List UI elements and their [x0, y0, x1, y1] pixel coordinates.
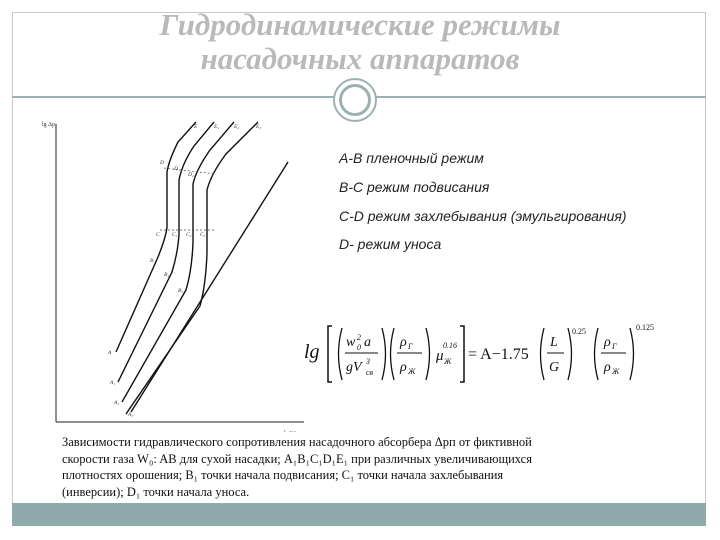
svg-text:ρ: ρ	[400, 335, 407, 350]
title-line-1: Гидродинамические режимы	[159, 7, 561, 42]
caption-line-4: (инверсии); D₁ точки начала уноса.	[62, 484, 250, 499]
divider-ring-icon	[333, 78, 377, 122]
svg-text:ρ: ρ	[400, 360, 407, 375]
label-a1: A₁	[110, 380, 116, 386]
legend-film-regime: А-В пленочный режим	[339, 150, 484, 166]
svg-text:μ: μ	[436, 348, 444, 364]
legend-entrainment-regime: D- режим уноса	[339, 236, 442, 252]
label-b2: B₂	[178, 288, 184, 294]
footer-bar	[12, 503, 706, 526]
legend-flooding-regime: С-D режим захлебывания (эмульгирования)	[339, 208, 627, 224]
curve-4	[126, 122, 258, 414]
formula-lg: lg	[304, 341, 320, 363]
flooding-formula	[302, 318, 672, 390]
formula-exp-rho: 0.125	[636, 323, 654, 332]
label-d1: D₁	[174, 166, 180, 172]
y-axis-label: lg Δp	[42, 122, 56, 128]
label-b1: B₁	[164, 272, 170, 278]
curve-3	[122, 122, 234, 402]
svg-text:св: св	[366, 368, 374, 377]
title-line-2: насадочных аппаратов	[200, 41, 520, 76]
svg-text:0: 0	[357, 343, 361, 352]
svg-text:a: a	[364, 335, 371, 350]
svg-text:Ж: Ж	[408, 367, 416, 376]
label-c1: C₁	[172, 232, 178, 238]
label-e1: E₁	[214, 124, 220, 130]
label-e: E	[194, 124, 198, 130]
svg-text:L: L	[550, 335, 558, 350]
label-a2: A₂	[114, 400, 120, 406]
label-e3: E₃	[256, 124, 262, 130]
svg-text:2: 2	[357, 333, 361, 342]
x-axis-label	[284, 431, 298, 432]
svg-text:G: G	[549, 360, 560, 375]
figure-caption	[62, 434, 622, 500]
pressure-drop-graph	[36, 112, 306, 432]
caption-line-1: Зависимости гидравлического сопротивления насадочного абсорбера Δpп от фиктивной	[62, 435, 532, 449]
label-a: A	[108, 350, 112, 356]
label-d: D	[160, 160, 164, 166]
svg-text:ρ: ρ	[604, 360, 611, 375]
label-e2: E₂	[234, 124, 240, 130]
label-d2: D₂	[188, 172, 194, 178]
label-c: C	[156, 232, 160, 238]
svg-text:ρ: ρ	[604, 335, 611, 350]
legend-suspension-regime: В-С режим подвисания	[339, 179, 490, 195]
svg-text:Г: Г	[612, 342, 617, 351]
label-b: B	[150, 258, 154, 264]
formula-exp-lg: 0.25	[572, 327, 586, 336]
svg-text:Г: Г	[408, 342, 413, 351]
label-c3: C₃	[200, 232, 206, 238]
caption-line-3: плотностях орошения; B₁ точки начала подвисания; C₁ точки начала захлебывания	[62, 468, 504, 482]
formula-exp-mu: 0.16	[443, 341, 457, 350]
svg-text:w: w	[346, 335, 356, 350]
svg-text:3: 3	[366, 357, 370, 366]
svg-text:gV: gV	[346, 360, 362, 375]
formula-rhs: = A−1.75	[468, 346, 529, 363]
label-c2: C₂	[186, 232, 192, 238]
svg-text:Ж: Ж	[444, 357, 452, 366]
label-a3: A₃	[128, 412, 134, 418]
slide-title	[100, 8, 620, 76]
svg-text:Ж: Ж	[612, 367, 620, 376]
caption-line-2: скорости газа W₀: AB для сухой насадки; A₁B₁C₁D₁E₁ при различных увеличивающихся	[62, 451, 532, 466]
curve-2	[118, 122, 214, 382]
curve-dry-packing	[131, 162, 288, 412]
